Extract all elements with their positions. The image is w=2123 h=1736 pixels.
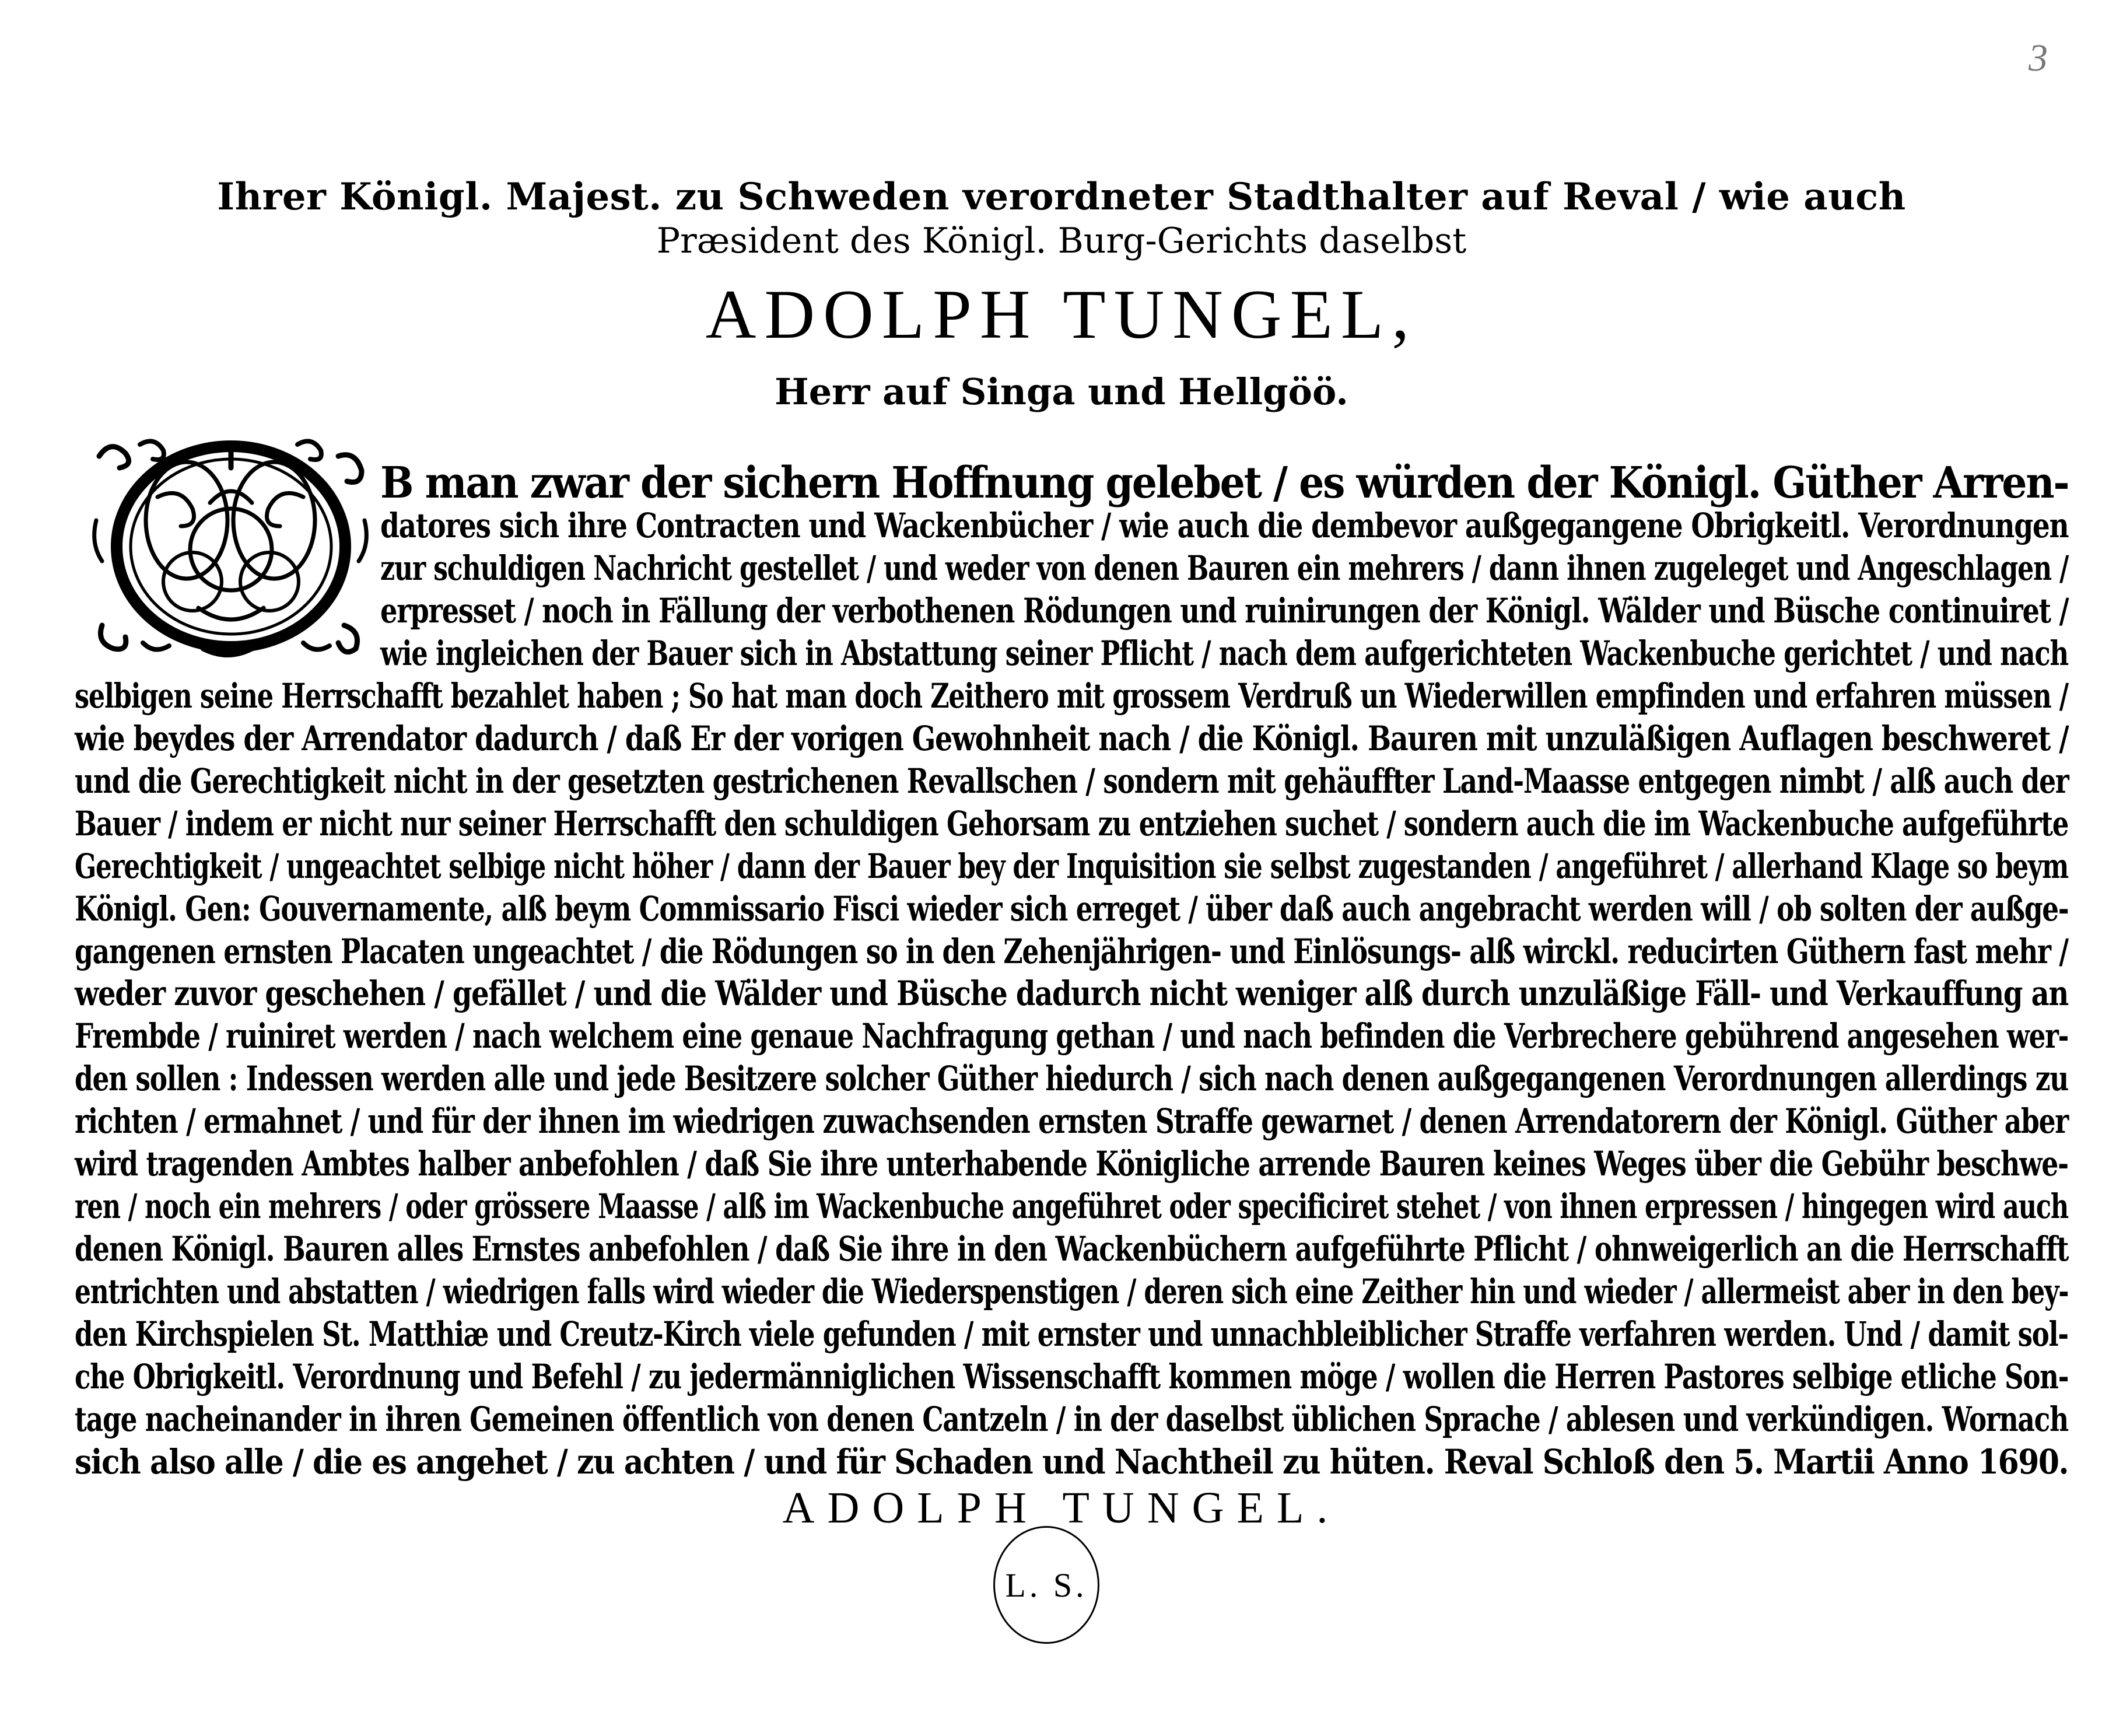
body-line-1: B man zwar der sichern Hoffnung gelebet / es würden der Königl. Güther Arren- bbox=[380, 458, 2069, 508]
body-line-13: weder zuvor geschehen / gefället / und die Wälder und Büsche dadurch nicht weniger alß durch unzuläßige Fäll- und Verkauffung an bbox=[75, 974, 2068, 1013]
body-line-20: entrichten und abstatten / wiedrigen falls wird wieder die Wiederspenstigen / deren sich eine Zeither hin und wieder / allermeist aber in den bey- bbox=[75, 1272, 2069, 1311]
body-line-8: und die Gerechtigkeit nicht in der gesetzten gestrichenen Revallschen / sondern mit gehäuffter Land-Maasse entgegen nimbt / alß auch der bbox=[75, 761, 2069, 801]
body-line-12: gangenen ernsten Placaten ungeachtet / die Rödungen so in den Zehenjährigen- und Einlösungs- alß wirckl. reducirten Güthern fast mehr / bbox=[75, 932, 2068, 971]
body-line-10: Gerechtigkeit / ungeachtet selbige nicht höher / dann der Bauer bey der Inquisition sie selbst zugestanden / angeführet / allerhand Klage so beym bbox=[75, 846, 2069, 886]
body-line-19: denen Königl. Bauren alles Ernstes anbefohlen / daß Sie ihre in den Wackenbüchern aufgeführte Pflicht / ohnweigerlich an die Herrschafft bbox=[75, 1229, 2069, 1269]
body-line-21: den Kirchspielen St. Matthiæ und Creutz-Kirch viele gefunden / mit ernster und unnachbleiblicher Straffe verfahren werden. Und / damit sol- bbox=[75, 1314, 2068, 1354]
body-line-24-dateline: sich also alle / die es angehet / zu achten / und für Schaden und Nachtheil zu hüten. Reval Schloß den 5. Martii Anno 1690. bbox=[75, 1442, 2069, 1482]
body-line-22: che Obrigkeitl. Verordnung und Befehl / zu jedermänniglichen Wissenschafft kommen möge / wollen die Herren Pastores selbige etliche Son- bbox=[75, 1357, 2069, 1396]
seal-text: L. S. bbox=[1005, 1566, 1088, 1604]
body-line-7: wie beydes der Arrendator dadurch / daß Er der vorigen Gewohnheit nach / die Königl. Bauren mit unzuläßigen Auflagen beschweret / bbox=[75, 719, 2069, 758]
body-line-4: erpresset / noch in Fällung der verbothenen Rödungen und ruinirungen der Königl. Wälder und Büsche continuiret / bbox=[380, 591, 2069, 631]
body-line-3: zur schuldigen Nachricht gestellet / und weder von denen Bauren ein mehrers / dann ihnen zugeleget und Angeschlagen / bbox=[380, 548, 2069, 588]
handwritten-page-number: 3 bbox=[2029, 37, 2048, 79]
document-title-name: ADOLPH TUNGEL, bbox=[705, 275, 1418, 353]
body-line-14: Frembde / ruiniret werden / nach welchem eine genaue Nachfragung gethan / und nach befinden die Verbrechere gebührend angesehen wer- bbox=[75, 1016, 2069, 1056]
heading-estates-line: Herr auf Singa und Hellgöö. bbox=[775, 370, 1348, 413]
signature-name: ADOLPH TUNGEL. bbox=[782, 1483, 1341, 1532]
body-line-9: Bauer / indem er nicht nur seiner Herrschafft den schuldigen Gehorsam zu entziehen suchet / sondern auch die im Wackenbuche aufgeführte bbox=[75, 804, 2069, 844]
body-line-5: wie ingleichen der Bauer sich in Abstattung seiner Pflicht / nach dem aufgerichteten Wackenbuche gerichtet / und nach bbox=[380, 634, 2068, 673]
body-line-18: ren / noch ein mehrers / oder grössere Maasse / alß im Wackenbuche angeführet oder specificiret stehet / von ihnen erpressen / hingegen wird auch bbox=[75, 1186, 2069, 1226]
body-line-2: datores sich ihre Contracten und Wackenbücher / wie auch die dembevor außgegangene Obrigkeitl. Verordnungen bbox=[380, 506, 2069, 545]
body-line-17: wird tragenden Ambtes halber anbefohlen / daß Sie ihre unterhabende Königliche arrende Bauren keines Weges über die Gebühr beschwe- bbox=[75, 1144, 2068, 1184]
body-line-16: richten / ermahnet / und für der ihnen im wiedrigen zuwachsenden ernsten Straffe gewarnet / denen Arrendatorern der Königl. Güther aber bbox=[75, 1101, 2069, 1141]
decorated-initial-icon bbox=[87, 433, 374, 660]
body-line-6: selbigen seine Herrschafft bezahlet haben ; So hat man doch Zeithero mit grossem Verdruß un Wiederwillen empfinden und erfahren müssen / bbox=[75, 676, 2068, 716]
body-line-11: Königl. Gen: Gouvernamente, alß beym Commissario Fisci wieder sich erreget / über daß auch angebracht werden will / ob solten der außge- bbox=[75, 889, 2069, 929]
heading-president-line: Præsident des Königl. Burg-Gerichts daselbst bbox=[656, 220, 1467, 261]
heading-office-line: Ihrer Königl. Majest. zu Schweden verordneter Stadthalter auf Reval / wie auch bbox=[217, 175, 1906, 219]
body-line-23: tage nacheinander in ihren Gemeinen öffentlich von denen Cantzeln / in der daselbst üblichen Sprache / ablesen und verkündigen. Wornach bbox=[75, 1399, 2068, 1439]
seal-circle bbox=[993, 1526, 1099, 1644]
ornamental-initial-o bbox=[87, 433, 374, 660]
body-line-15: den sollen : Indessen werden alle und jede Besitzere solcher Güther hiedurch / sich nach denen außgegangenen Verordnungen allerdings zu bbox=[75, 1059, 2068, 1098]
